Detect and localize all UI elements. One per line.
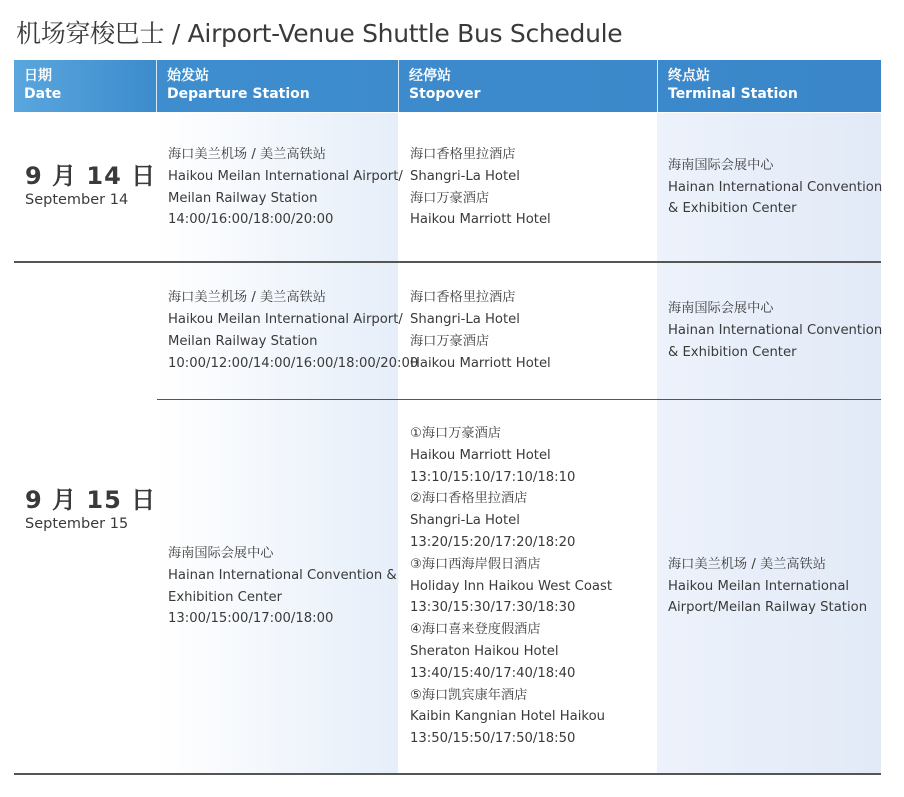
- header-departure: [157, 60, 398, 112]
- terminal-text: 海口美兰机场 / 美兰高铁站 Haikou Meilan International Airport/Meilan Railway Station: [668, 556, 868, 616]
- header-terminal: [658, 60, 881, 112]
- stopover-cell: [399, 113, 656, 262]
- departure-cell: [157, 400, 398, 773]
- departure-cell: [157, 263, 419, 399]
- header-stopover-cn: 经停站: [409, 68, 451, 84]
- header-date: [14, 60, 156, 112]
- page-title: 机场穿梭巴士 / Airport-Venue Shuttle Bus Schedule: [16, 19, 623, 48]
- header-stopover-en: Stopover: [409, 86, 481, 102]
- stopover-cell: [399, 263, 656, 399]
- header-stopover: [399, 60, 657, 112]
- stopover-text: 海口香格里拉酒店 Shangri-La Hotel 海口万豪酒店 Haikou Marriott Hotel: [410, 290, 551, 371]
- table-bottom-rule: [14, 773, 881, 775]
- header-date-cn: 日期: [24, 68, 52, 84]
- date-sep-15: [25, 486, 156, 534]
- header-date-en: Date: [24, 86, 62, 102]
- stopover-text: 海口香格里拉酒店 Shangri-La Hotel 海口万豪酒店 Haikou Marriott Hotel: [410, 146, 551, 228]
- terminal-text: 海南国际会展中心 Hainan International Convention & Exhibition Center: [668, 301, 883, 360]
- stopover-cell: [399, 400, 656, 773]
- departure-text: 海口美兰机场 / 美兰高铁站 Haikou Meilan International Airport/ Meilan Railway Station 10:00/12:00/14:00/16:00/18:00/20:00: [168, 290, 419, 371]
- departure-cell: [157, 113, 403, 262]
- header-departure-cn: 始发站: [167, 68, 209, 84]
- date-cn: 9 月 15 日: [25, 486, 157, 514]
- date-sep-14: [25, 162, 156, 210]
- date-en: September 14: [25, 192, 129, 208]
- departure-text: 海南国际会展中心 Hainan International Convention & Exhibition Center 13:00/15:00/17:00/18:00: [168, 545, 397, 627]
- header-departure-en: Departure Station: [167, 86, 310, 102]
- header-terminal-en: Terminal Station: [668, 86, 798, 102]
- date-cn: 9 月 14 日: [25, 162, 157, 190]
- table-header: [14, 60, 881, 112]
- terminal-text: 海南国际会展中心 Hainan International Convention & Exhibition Center: [668, 157, 883, 217]
- terminal-cell: [657, 400, 881, 773]
- header-terminal-cn: 终点站: [668, 68, 710, 84]
- terminal-cell: [657, 263, 881, 399]
- stopover-text: ①海口万豪酒店 Haikou Marriott Hotel 13:10/15:10/17:10/18:10 ②海口香格里拉酒店 Shangri-La Hotel 13:20/15:20/17:20/18:20 ③海口西海岸假日酒店 Holiday Inn Haikou West Coast 13:30/15:30/17:30/18:30 ④海口喜来登度假酒店 Sheraton Haikou Hotel 13:40/15:40/17:40/18:40 ⑤海口凯宾康年酒店 Kaibin Kangnian Hotel Haikou 13:50/15:50/17:50/18:50: [410, 426, 613, 747]
- departure-text: 海口美兰机场 / 美兰高铁站 Haikou Meilan International Airport/ Meilan Railway Station 14:00/16:00/18:00/20:00: [168, 146, 403, 228]
- terminal-cell: [657, 113, 881, 262]
- date-en: September 15: [25, 516, 129, 532]
